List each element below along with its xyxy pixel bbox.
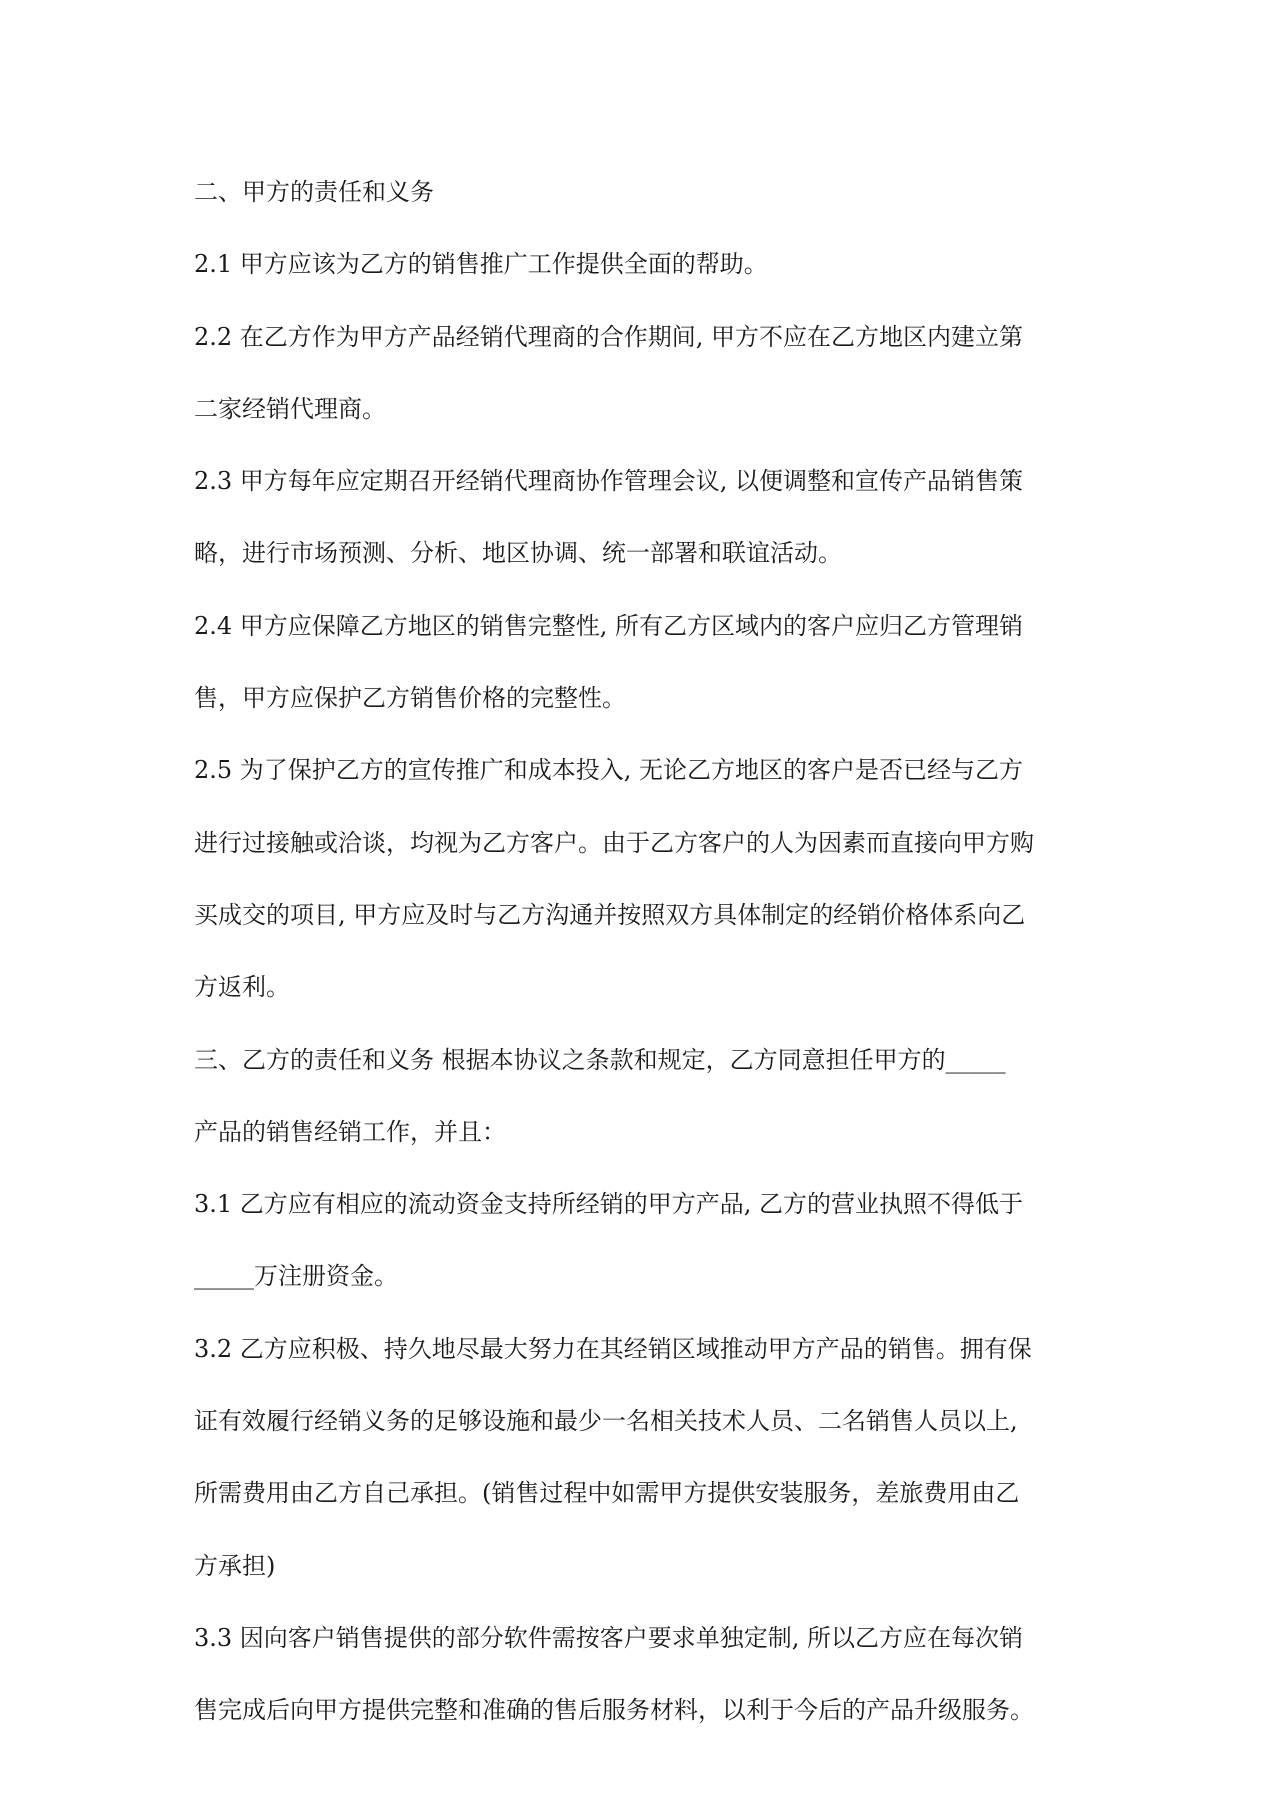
clause-3-2-line-3: 所需费用由乙方自己承担。(销售过程中如需甲方提供安装服务，差旅费用由乙 — [194, 1479, 1020, 1508]
clause-2-5-line-4: 方返利。 — [194, 973, 290, 1002]
clause-2-4-line-1: 2.4 甲方应保障乙方地区的销售完整性, 所有乙方区域内的客户应归乙方管理销 — [194, 611, 1024, 640]
clause-2-5-line-3: 买成交的项目, 甲方应及时与乙方沟通并按照双方具体制定的经销价格体系向乙 — [194, 900, 1026, 929]
clause-3-1-line-2: _____万注册资金。 — [194, 1262, 398, 1291]
document-page — [194, 156, 1094, 1747]
clause-3-3-line-1: 3.3 因向客户销售提供的部分软件需按客户要求单独定制, 所以乙方应在每次销 — [194, 1623, 1024, 1652]
section-3-heading-line-1: 三、乙方的责任和义务 根据本协议之条款和规定，乙方同意担任甲方的_____ — [194, 1045, 1006, 1074]
clause-2-2-line-2: 二家经销代理商。 — [194, 394, 386, 423]
clause-3-2-line-4: 方承担) — [194, 1551, 276, 1580]
clause-2-3-line-2: 略，进行市场预测、分析、地区协调、统一部署和联谊活动。 — [194, 539, 842, 568]
clause-2-1: 2.1 甲方应该为乙方的销售推广工作提供全面的帮助。 — [194, 250, 768, 279]
clause-3-2-line-1: 3.2 乙方应积极、持久地尽最大努力在其经销区域推动甲方产品的销售。拥有保 — [194, 1334, 1032, 1363]
section-3-heading-line-2: 产品的销售经销工作，并且： — [194, 1117, 506, 1146]
clause-2-4-line-2: 售，甲方应保护乙方销售价格的完整性。 — [194, 684, 626, 713]
clause-2-2-line-1: 2.2 在乙方作为甲方产品经销代理商的合作期间, 甲方不应在乙方地区内建立第 — [194, 322, 1024, 351]
clause-3-2-line-2: 证有效履行经销义务的足够设施和最少一名相关技术人员、二名销售人员以上, — [194, 1407, 1018, 1436]
clause-2-3-line-1: 2.3 甲方每年应定期召开经销代理商协作管理会议, 以便调整和宣传产品销售策 — [194, 467, 1024, 496]
section-heading: 二、甲方的责任和义务 — [194, 178, 434, 206]
clause-2-5-line-1: 2.5 为了保护乙方的宣传推广和成本投入, 无论乙方地区的客户是否已经与乙方 — [194, 756, 1024, 785]
clause-3-3-line-2: 售完成后向甲方提供完整和准确的售后服务材料，以利于今后的产品升级服务。 — [194, 1696, 1034, 1725]
clause-2-5-line-2: 进行过接触或洽谈，均视为乙方客户。由于乙方客户的人为因素而直接向甲方购 — [194, 828, 1034, 857]
clause-3-1-line-1: 3.1 乙方应有相应的流动资金支持所经销的甲方产品, 乙方的营业执照不得低于 — [194, 1190, 1024, 1219]
